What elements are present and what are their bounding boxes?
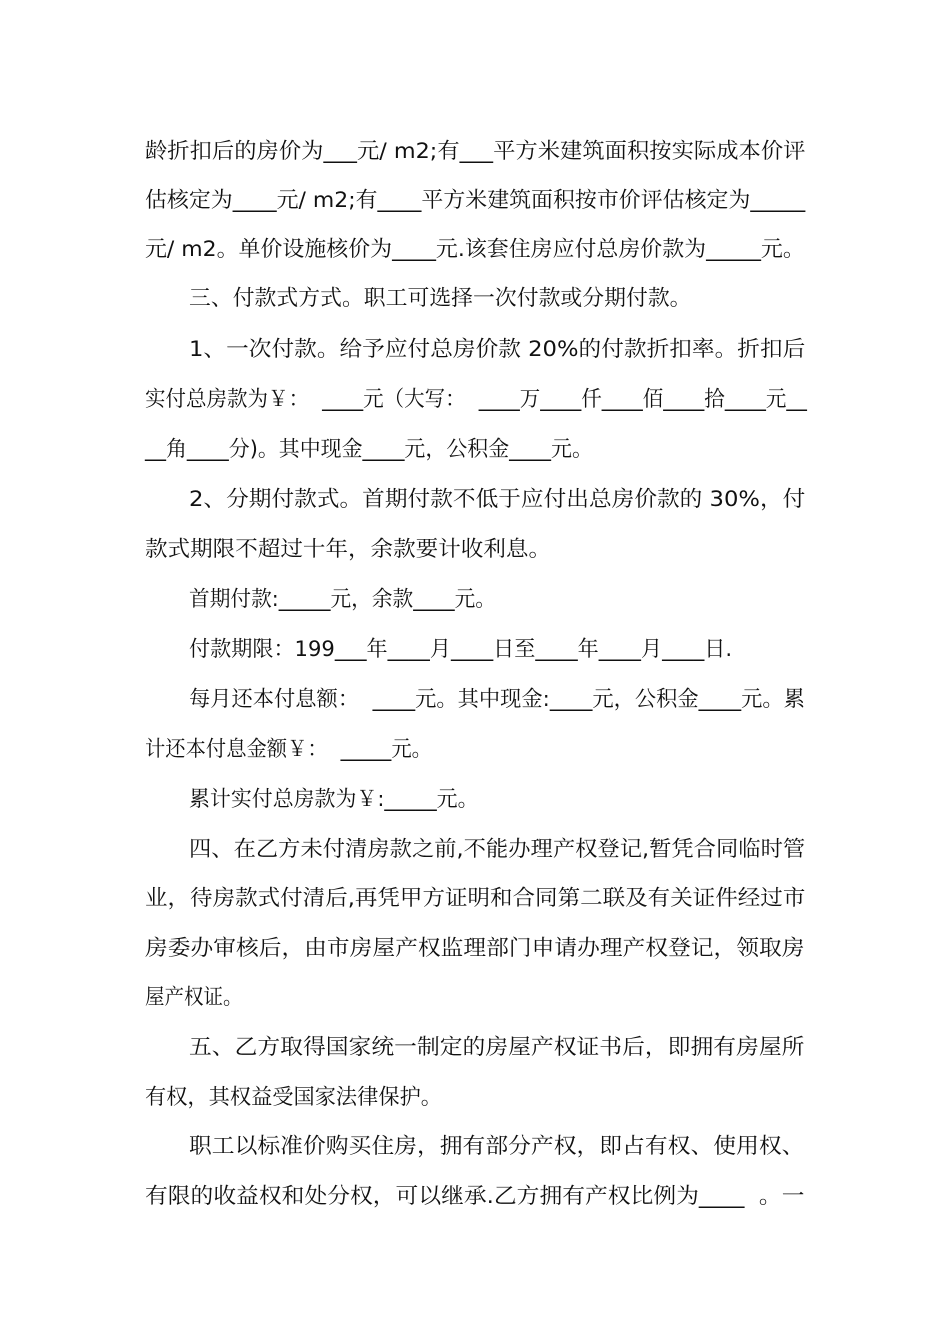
text-line-21: 职工以标准价购买住房，拥有部分产权，即占有权、使用权、 <box>189 1134 805 1159</box>
text-line-5: 1、一次付款。给予应付总房价款 20%的付款折扣率。折扣后 <box>189 337 806 362</box>
text-line-18: 屋产权证。 <box>145 985 243 1010</box>
text-line-13: 计还本付息金额￥： _____元。 <box>145 737 432 762</box>
text-line-17: 房委办审核后，由市房屋产权监理部门申请办理产权登记，领取房 <box>145 936 805 961</box>
text-line-1: 龄折扣后的房价为___元/ m2;有___平方米建筑面积按实际成本价评 <box>145 139 806 164</box>
text-line-3: 元/ m2。单价设施核价为____元.该套住房应付总房价款为_____元。 <box>145 237 805 262</box>
text-line-2: 估核定为____元/ m2;有____平方米建筑面积按市价评估核定为_____ <box>145 188 806 213</box>
text-line-16: 业，待房款式付清后,再凭甲方证明和合同第二联及有关证件经过市 <box>145 886 806 911</box>
text-line-9: 款式期限不超过十年，余款要计收利息。 <box>145 537 552 562</box>
text-line-22: 有限的收益权和处分权，可以继承.乙方拥有产权比例为____ 。一 <box>145 1184 805 1209</box>
text-line-11: 付款期限：199___年____月____日至____年____月____日. <box>189 637 733 662</box>
section-heading-4: 四、在乙方未付清房款之前,不能办理产权登记,暂凭合同临时管 <box>189 837 806 862</box>
text-line-10: 首期付款:_____元，余款____元。 <box>189 587 497 612</box>
text-line-8: 2、分期付款式。首期付款不低于应付出总房价款的 30%，付 <box>189 487 806 512</box>
text-line-14: 累计实付总房款为￥:_____元。 <box>189 787 479 812</box>
text-line-12: 每月还本付息额： ____元。其中现金:____元，公积金____元。累 <box>189 687 805 712</box>
section-heading-3: 三、付款式方式。职工可选择一次付款或分期付款。 <box>189 286 692 311</box>
text-line-7: __角____分)。其中现金____元，公积金____元。 <box>145 437 593 462</box>
section-heading-5: 五、乙方取得国家统一制定的房屋产权证书后，即拥有房屋所 <box>189 1035 805 1060</box>
text-line-20: 有权，其权益受国家法律保护。 <box>145 1085 443 1110</box>
text-line-6: 实付总房款为￥： ____元（大写： ____万____仟____佰____拾____元__ <box>145 387 807 412</box>
